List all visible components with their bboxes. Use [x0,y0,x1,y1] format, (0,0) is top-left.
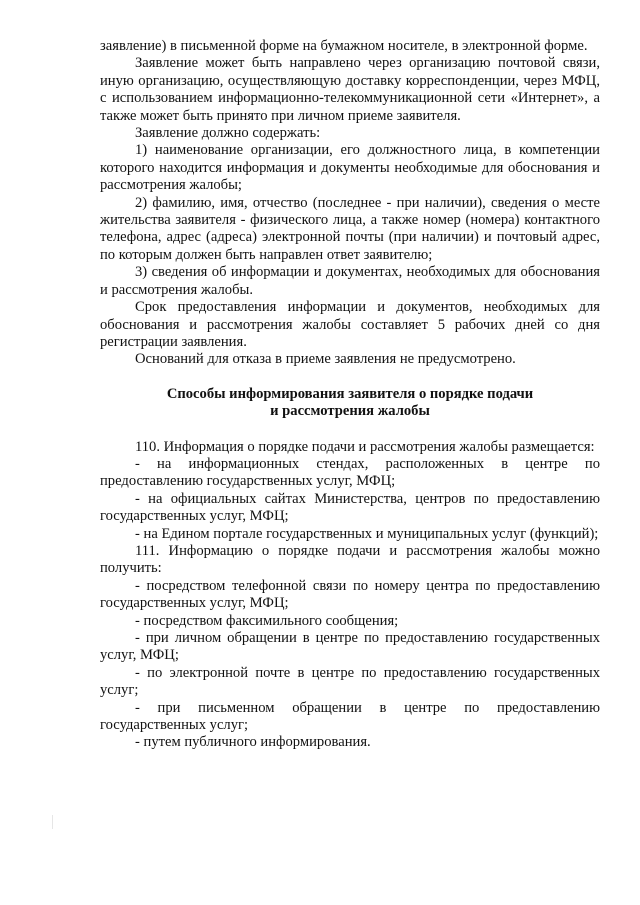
list-item-email: - по электронной почте в центре по предоставлению государственных услуг; [100,664,600,699]
paragraph-110: 110. Информация о порядке подачи и рассмотрения жалобы размещается: [135,438,595,455]
list-item-unified-portal: - на Едином портале государственных и муниципальных услуг (функций); [135,525,599,542]
paragraph-no-refusal: Оснований для отказа в приеме заявления не предусмотрено. [135,351,516,368]
section-heading-line-1: Способы информирования заявителя о порядке подачи [166,385,534,402]
section-heading-line-2: и рассмотрения жалобы [270,403,430,420]
list-item-written-request: - при письменном обращении в центре по предоставлению государственных услуг; [100,699,600,734]
paragraph-item-2: 2) фамилию, имя, отчество (последнее - при наличии), сведения о месте жительства заявителя - физического лица, а также номер (номера) контактного телефона, адрес (адреса) электронной почты (при наличии) и почтовый адрес, по которым должен быть направлен ответ заявителю; [100,194,600,263]
paragraph-deadline: Срок предоставления информации и документов, необходимых для обоснования и рассмотрения жалобы составляет 5 рабочих дней со дня регистрации заявления. [100,299,600,350]
scan-edge-mark [52,815,53,829]
spacer [100,421,600,439]
document-page [100,38,600,752]
list-item-phone: - посредством телефонной связи по номеру центра по предоставлению государственных услуг, МФЦ; [100,577,600,612]
list-item-public-informing: - путем публичного информирования. [135,734,371,751]
paragraph-intro-continuation: заявление) в письменной форме на бумажном носителе, в электронной форме. [100,38,588,54]
list-item-fax: - посредством факсимильного сообщения; [135,612,399,629]
paragraph-contents-lead: Заявление должно содержать: [135,125,321,142]
spacer [100,369,600,386]
paragraph-item-3: 3) сведения об информации и документах, необходимых для обоснования и рассмотрения жалобы. [100,264,600,298]
list-item-official-sites: - на официальных сайтах Министерства, центров по предоставлению государственных услуг, МФЦ; [100,490,600,525]
paragraph-111: 111. Информацию о порядке подачи и рассмотрения жалобы можно получить: [100,542,600,577]
list-item-personal-visit: - при личном обращении в центре по предоставлению государственных услуг, МФЦ; [100,630,600,664]
paragraph-item-1: 1) наименование организации, его должностного лица, в компетенции которого находится информация и документы необходимые для обоснования и рассмотрения жалобы; [100,142,600,194]
list-item-stands: - на информационных стендах, расположенных в центре по предоставлению государственных услуг, МФЦ; [100,455,600,490]
paragraph-submission-channels: Заявление может быть направлено через организацию почтовой связи, иную организацию, осуществляющую доставку корреспонденции, через МФЦ, с использованием информационно-телекоммуникационной сети «Интернет», а также может быть принято при личном приеме заявителя. [100,55,600,124]
